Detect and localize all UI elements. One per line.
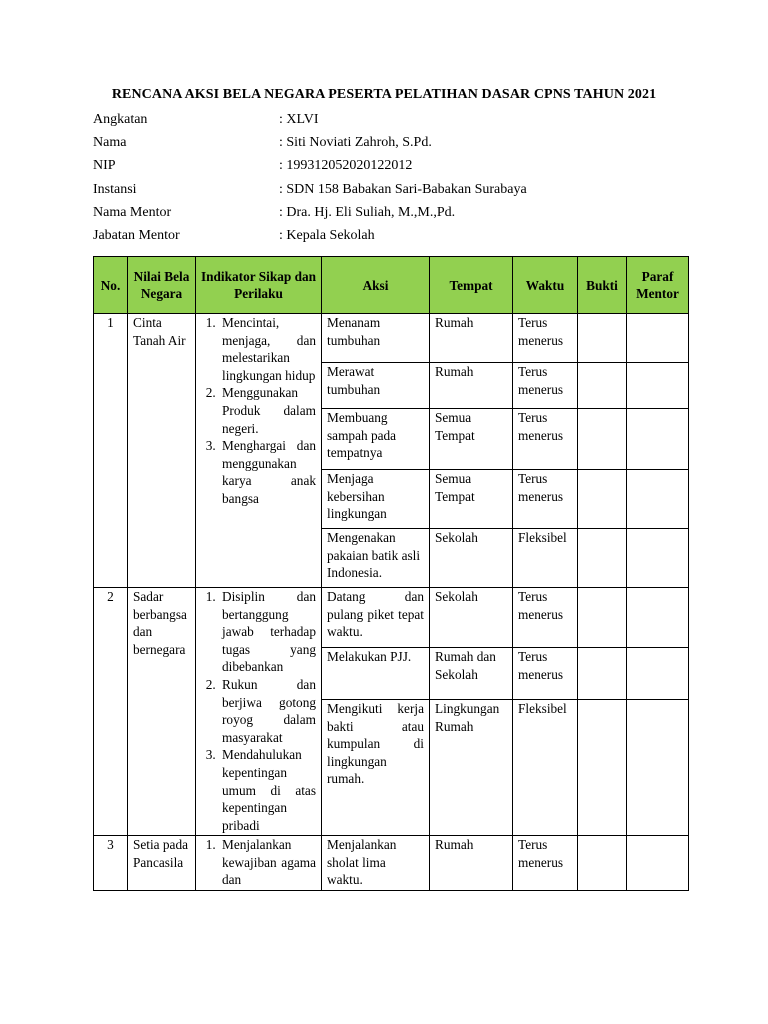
aksi-cell: Membuang sampah pada tempatnya bbox=[322, 409, 430, 470]
paraf-cell[interactable] bbox=[627, 529, 689, 588]
bukti-cell[interactable] bbox=[578, 363, 627, 409]
waktu-cell: Terus menerus bbox=[513, 836, 578, 891]
aksi-cell: Menanam tumbuhan bbox=[322, 314, 430, 363]
nilai-cell: Setia pada Pancasila bbox=[128, 836, 196, 891]
info-label: Nama Mentor bbox=[93, 204, 172, 220]
info-value: : Siti Noviati Zahroh, S.Pd. bbox=[279, 135, 432, 151]
row-number: 3 bbox=[94, 836, 128, 891]
bukti-cell[interactable] bbox=[578, 648, 627, 700]
aksi-cell: Melakukan PJJ. bbox=[322, 648, 430, 700]
header-nilai: Nilai Bela Negara bbox=[128, 257, 196, 314]
header-paraf: Paraf Mentor bbox=[627, 257, 689, 314]
paraf-cell[interactable] bbox=[627, 363, 689, 409]
info-value: : Dra. Hj. Eli Suliah, M.,M.,Pd. bbox=[279, 204, 456, 220]
paraf-cell[interactable] bbox=[627, 470, 689, 529]
aksi-cell: Menjalankan sholat lima waktu. bbox=[322, 836, 430, 891]
header-aksi: Aksi bbox=[322, 257, 430, 314]
table-header-row bbox=[94, 257, 689, 314]
header-waktu: Waktu bbox=[513, 257, 578, 314]
waktu-cell: Terus menerus bbox=[513, 648, 578, 700]
aksi-cell: Datang dan pulang piket tepat waktu. bbox=[322, 588, 430, 648]
nilai-cell: Sadar berbangsa dan bernegara bbox=[128, 588, 196, 836]
indikator-item: 3. Mendahulukan kepentingan umum di atas kepentingan pribadi bbox=[219, 746, 316, 834]
indikator-item: 2. Menggunakan Produk dalam negeri. bbox=[219, 384, 316, 437]
waktu-cell: Terus menerus bbox=[513, 314, 578, 363]
bukti-cell[interactable] bbox=[578, 700, 627, 836]
tempat-cell: Rumah bbox=[430, 363, 513, 409]
document-title: RENCANA AKSI BELA NEGARA PESERTA PELATIHAN DASAR CPNS TAHUN 2021 bbox=[111, 87, 657, 102]
aksi-cell: Menjaga kebersihan lingkungan bbox=[322, 470, 430, 529]
indikator-cell bbox=[196, 588, 322, 836]
tempat-cell: Semua Tempat bbox=[430, 470, 513, 529]
table-row bbox=[94, 836, 689, 891]
indikator-item: 1. Mencintai, menjaga, dan melestarikan lingkungan hidup bbox=[219, 314, 316, 384]
bukti-cell[interactable] bbox=[578, 409, 627, 470]
table-row bbox=[94, 588, 689, 648]
info-value: : Kepala Sekolah bbox=[279, 227, 375, 243]
indikator-item: 2. Rukun dan berjiwa gotong royog dalam masyarakat bbox=[219, 676, 316, 746]
indikator-cell bbox=[196, 836, 322, 891]
row-number: 1 bbox=[94, 314, 128, 588]
paraf-cell[interactable] bbox=[627, 648, 689, 700]
info-value: : XLVI bbox=[279, 112, 319, 127]
paraf-cell[interactable] bbox=[627, 700, 689, 836]
indikator-item: 1. Disiplin dan bertanggung jawab terhadap tugas yang dibebankan bbox=[219, 588, 316, 676]
bukti-cell[interactable] bbox=[578, 836, 627, 891]
nilai-cell: Cinta Tanah Air bbox=[128, 314, 196, 588]
info-label: NIP bbox=[93, 158, 116, 174]
waktu-cell: Fleksibel bbox=[513, 700, 578, 836]
table-row bbox=[94, 314, 689, 363]
waktu-cell: Terus menerus bbox=[513, 470, 578, 529]
bukti-cell[interactable] bbox=[578, 529, 627, 588]
indikator-cell bbox=[196, 314, 322, 588]
tempat-cell: Semua Tempat bbox=[430, 409, 513, 470]
info-label: Jabatan Mentor bbox=[93, 227, 180, 243]
info-label: Nama bbox=[93, 135, 127, 151]
action-plan-table bbox=[93, 256, 689, 891]
paraf-cell[interactable] bbox=[627, 836, 689, 891]
waktu-cell: Terus menerus bbox=[513, 409, 578, 470]
aksi-cell: Merawat tumbuhan bbox=[322, 363, 430, 409]
info-label: Instansi bbox=[93, 181, 137, 197]
header-tempat: Tempat bbox=[430, 257, 513, 314]
indikator-item: 1. Menjalankan kewajiban agama dan bbox=[219, 836, 316, 889]
header-indikator: Indikator Sikap dan Perilaku bbox=[196, 257, 322, 314]
paraf-cell[interactable] bbox=[627, 588, 689, 648]
waktu-cell: Terus menerus bbox=[513, 363, 578, 409]
tempat-cell: Rumah bbox=[430, 836, 513, 891]
tempat-cell: Sekolah bbox=[430, 529, 513, 588]
waktu-cell: Terus menerus bbox=[513, 588, 578, 648]
tempat-cell: Sekolah bbox=[430, 588, 513, 648]
info-value: : 199312052020122012 bbox=[279, 158, 413, 174]
paraf-cell[interactable] bbox=[627, 314, 689, 363]
tempat-cell: Rumah dan Sekolah bbox=[430, 648, 513, 700]
paraf-cell[interactable] bbox=[627, 409, 689, 470]
tempat-cell: Lingkungan Rumah bbox=[430, 700, 513, 836]
bukti-cell[interactable] bbox=[578, 470, 627, 529]
row-number: 2 bbox=[94, 588, 128, 836]
tempat-cell: Rumah bbox=[430, 314, 513, 363]
header-bukti: Bukti bbox=[578, 257, 627, 314]
aksi-cell: Mengenakan pakaian batik asli Indonesia. bbox=[322, 529, 430, 588]
bukti-cell[interactable] bbox=[578, 588, 627, 648]
aksi-cell: Mengikuti kerja bakti atau kumpulan di lingkungan rumah. bbox=[322, 700, 430, 836]
info-label: Angkatan bbox=[93, 112, 148, 127]
indikator-item: 3. Menghargai dan menggunakan karya anak bangsa bbox=[219, 437, 316, 507]
header-no: No. bbox=[94, 257, 128, 314]
info-value: : SDN 158 Babakan Sari-Babakan Surabaya bbox=[279, 181, 527, 197]
bukti-cell[interactable] bbox=[578, 314, 627, 363]
waktu-cell: Fleksibel bbox=[513, 529, 578, 588]
